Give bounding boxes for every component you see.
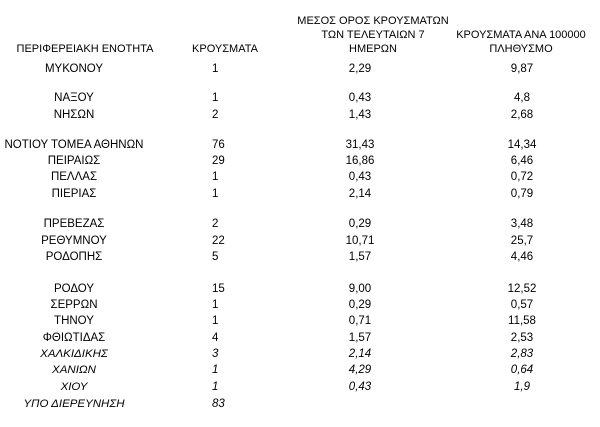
header-seven-day-average: ΜΕΣΟΣ ΟΡΟΣ ΚΡΟΥΣΜΑΤΩΝ ΤΩΝ ΤΕΛΕΥΤΑΙΩΝ 7 ΗΜΕΡΩΝ bbox=[297, 15, 449, 55]
cases-value: 1 bbox=[212, 188, 219, 200]
table-row bbox=[0, 216, 600, 232]
header-cases-per-100000: ΚΡΟΥΣΜΑΤΑ ΑΝΑ 100000 ΠΛΗΘΥΣΜΟ bbox=[456, 29, 586, 55]
per-100000-value: 1,9 bbox=[514, 381, 530, 393]
cases-value: 15 bbox=[212, 283, 225, 295]
table-row bbox=[0, 330, 600, 346]
cases-value: 1 bbox=[212, 364, 219, 376]
table-row bbox=[0, 186, 600, 202]
per-100000-value: 2,68 bbox=[510, 109, 534, 121]
table-row bbox=[0, 61, 600, 77]
per-100000-value: 25,7 bbox=[510, 235, 534, 247]
cases-value: 2 bbox=[212, 218, 219, 230]
region-name: ΦΘΙΩΤΙΔΑΣ bbox=[42, 332, 106, 344]
table-row bbox=[0, 297, 600, 313]
table-row bbox=[0, 153, 600, 169]
table-row bbox=[0, 396, 600, 412]
seven-day-average-value: 4,29 bbox=[348, 364, 372, 376]
per-100000-value: 4,8 bbox=[514, 92, 530, 104]
seven-day-average-value: 0,71 bbox=[348, 315, 372, 327]
seven-day-average-value: 0,43 bbox=[348, 171, 372, 183]
seven-day-average-value: 1,57 bbox=[348, 251, 372, 263]
cases-value: 3 bbox=[212, 348, 219, 360]
cases-value: 1 bbox=[212, 92, 219, 104]
seven-day-average-value: 2,14 bbox=[348, 348, 372, 360]
per-100000-value: 11,58 bbox=[508, 315, 536, 327]
per-100000-value: 3,48 bbox=[510, 218, 534, 230]
table-row bbox=[0, 233, 600, 249]
seven-day-average-value: 9,00 bbox=[348, 283, 372, 295]
region-name: ΠΙΕΡΙΑΣ bbox=[51, 188, 97, 200]
seven-day-average-value: 0,29 bbox=[348, 218, 372, 230]
table-row bbox=[0, 249, 600, 265]
per-100000-value: 0,79 bbox=[510, 188, 534, 200]
cases-value: 83 bbox=[212, 398, 225, 410]
region-name: ΣΕΡΡΩΝ bbox=[50, 299, 98, 311]
cases-value: 5 bbox=[212, 251, 219, 263]
table-row bbox=[0, 346, 600, 362]
region-name: ΡΕΘΥΜΝΟΥ bbox=[41, 235, 107, 247]
region-name: ΡΟΔΟΥ bbox=[53, 283, 95, 295]
cases-value: 2 bbox=[212, 109, 219, 121]
region-name: ΧΑΛΚΙΔΙΚΗΣ bbox=[40, 348, 108, 360]
per-100000-value: 2,83 bbox=[510, 348, 534, 360]
cases-value: 1 bbox=[212, 299, 219, 311]
per-100000-value: 6,46 bbox=[510, 155, 534, 167]
region-name: ΠΕΙΡΑΙΩΣ bbox=[47, 155, 101, 167]
table-row bbox=[0, 313, 600, 329]
region-name: ΝΑΞΟΥ bbox=[54, 92, 94, 104]
region-name: ΠΕΛΛΑΣ bbox=[50, 171, 98, 183]
table-row bbox=[0, 379, 600, 395]
region-name: ΡΟΔΟΠΗΣ bbox=[45, 251, 103, 263]
table-row bbox=[0, 137, 600, 153]
table-row bbox=[0, 362, 600, 378]
cases-value: 22 bbox=[212, 235, 225, 247]
seven-day-average-value: 1,43 bbox=[348, 109, 372, 121]
region-name: ΝΗΣΩΝ bbox=[53, 109, 95, 121]
per-100000-value: 4,46 bbox=[510, 251, 534, 263]
per-100000-value: 0,72 bbox=[510, 171, 534, 183]
region-name: ΧΙΟΥ bbox=[60, 381, 88, 393]
region-name: ΠΡΕΒΕΖΑΣ bbox=[43, 218, 105, 230]
region-name: ΝΟΤΙΟΥ ΤΟΜΕΑ ΑΘΗΝΩΝ bbox=[4, 139, 144, 151]
region-name: ΜΥΚΟΝΟΥ bbox=[44, 63, 104, 75]
seven-day-average-value: 10,71 bbox=[345, 235, 375, 247]
per-100000-value: 12,52 bbox=[507, 283, 537, 295]
region-name: ΥΠΟ ΔΙΕΡΕΥΝΗΣΗ bbox=[23, 398, 125, 410]
cases-value: 4 bbox=[212, 332, 219, 344]
seven-day-average-value: 1,57 bbox=[348, 332, 372, 344]
table-row bbox=[0, 281, 600, 297]
cases-value: 1 bbox=[212, 381, 219, 393]
header-cases: ΚΡΟΥΣΜΑΤΑ bbox=[192, 43, 258, 55]
seven-day-average-value: 0,43 bbox=[348, 381, 372, 393]
per-100000-value: 0,64 bbox=[510, 364, 534, 376]
seven-day-average-value: 0,29 bbox=[348, 299, 372, 311]
cases-value: 29 bbox=[212, 155, 225, 167]
seven-day-average-value: 16,86 bbox=[345, 155, 375, 167]
header-regional-unit: ΠΕΡΙΦΕΡΕΙΑΚΗ ΕΝΟΤΗΤΑ bbox=[16, 43, 154, 55]
seven-day-average-value: 0,43 bbox=[348, 92, 372, 104]
per-100000-value: 0,57 bbox=[510, 299, 534, 311]
cases-value: 76 bbox=[212, 139, 225, 151]
per-100000-value: 14,34 bbox=[507, 139, 537, 151]
per-100000-value: 9,87 bbox=[510, 63, 534, 75]
cases-value: 1 bbox=[212, 63, 219, 75]
seven-day-average-value: 31,43 bbox=[345, 139, 375, 151]
cases-value: 1 bbox=[212, 315, 219, 327]
table-row bbox=[0, 90, 600, 106]
region-name: ΧΑΝΙΩΝ bbox=[52, 364, 96, 376]
seven-day-average-value: 2,29 bbox=[348, 63, 372, 75]
table-row bbox=[0, 107, 600, 123]
cases-value: 1 bbox=[212, 171, 219, 183]
per-100000-value: 2,53 bbox=[510, 332, 534, 344]
region-name: ΤΗΝΟΥ bbox=[54, 315, 94, 327]
seven-day-average-value: 2,14 bbox=[348, 188, 372, 200]
table-row bbox=[0, 169, 600, 185]
